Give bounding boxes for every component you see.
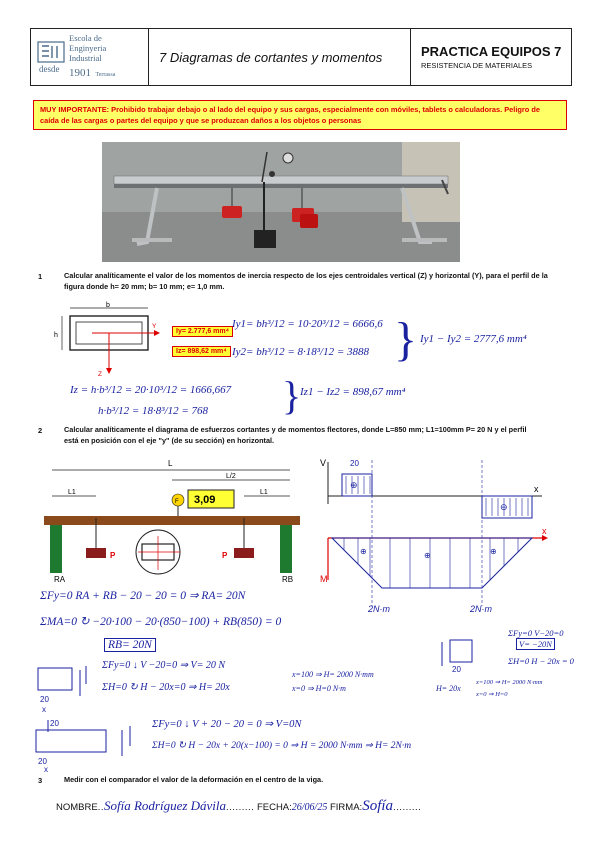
reaction-a-label: RA [54,575,66,584]
moment-axis-label: M [320,574,328,584]
practica-subtitle: RESISTENCIA DE MATERIALES [421,61,533,70]
beam-L2-label: L/2 [226,473,236,480]
school-logo [31,29,149,85]
school-emblem-icon [37,40,65,74]
question-3-text: Medir con el comparador el valor de la deformación en el centro de la viga. [64,775,324,784]
fbd3-20-base: 20 [38,757,47,766]
practica-block [411,29,571,85]
shear-plus-sign: ⊕ [350,480,358,490]
sign-label: FIRMA: [329,802,363,813]
sec1-x100: x=100 ⇒ H= 2000 N·mm [292,670,374,679]
fbd2-20: 20 [452,665,461,674]
iz-result-box: Iz= 898,62 mm⁴ [172,346,231,357]
logo-line2: Enginyeria [69,43,107,53]
fbd-section-2 [436,634,476,674]
q1-iz-result: Iz1 − Iz2 = 898,67 mm⁴ [300,386,406,398]
sec2-v-result: V= −20N [516,638,555,650]
beam-schematic [40,456,312,586]
load-right-label: P [222,551,228,560]
fbd3-20: 20 [50,719,59,728]
logo-since: desde [39,64,60,74]
q1-iy-result: Iy1 − Iy2 = 2777,6 mm⁴ [420,333,527,345]
moment-plus-center: ⊕ [424,551,431,560]
fbd3-x: x [44,765,48,772]
logo-place: Terrassa [95,72,116,78]
q1-iy2-calc: Iy2= bh³/12 = 8·18³/12 = 3888 [232,346,370,358]
sec2-h: H= 20x [436,684,461,693]
fbd-section-3 [34,716,144,772]
document-header [30,28,572,86]
logo-year: 1901 [69,67,91,79]
signature: Sofía [362,798,394,814]
fbd1-20: 20 [40,695,49,704]
warning-text: : Prohibido trabajar debajo o al lado del equipo y sus cargas, especialmente con móviles, tablets o calculadoras. Peligro de caída de las cargas o partes del equipo y que se produzcan daños a los objetos o personas [40,105,540,125]
profile-b-label: b [106,302,110,309]
question-1-number: 1 [38,272,43,281]
document-title: 7 Diagramas de cortantes y momentos [149,29,411,85]
sec1-forces: ΣFy=0 ↓ V −20=0 ⇒ V= 20 N [102,660,226,671]
practica-title: PRACTICA EQUIPOS 7 [421,44,562,59]
beam-L1-left-label: L1 [68,489,76,496]
moment-value-left: 2N·m [368,604,390,614]
load-left-label: P [110,551,116,560]
moment-value-right: 2N·m [470,604,492,614]
sec1-moments: ΣH=0 ↻ H − 20x=0 ⇒ H= 20x [102,682,230,693]
profile-y-axis: Y [152,323,157,330]
equipment-photo [102,142,460,262]
fbd1-x: x [42,705,46,712]
logo-line3: Industrial [69,53,102,63]
footer-signature-line: NOMBRE..Sofía Rodríguez Dávila......... FECHA:26/06/25 FIRMA:Sofía......... [56,798,422,814]
sec1-x0: x=0 ⇒ H=0 N·m [292,684,346,693]
shear-axis-label: V [320,458,327,468]
q1-iy1-calc: Iy1= bh³/12 = 10·20³/12 = 6666,6 [232,318,383,330]
question-1-text: Calcular analíticamente el valor de los momentos de inercia respecto de los ejes centroidales vertical (Z) y horizontal (Y), para el perfil de la figura donde h= 20 mm; b= 10 mm; e= 1,0 mm. [64,271,548,291]
gauge-label: F [175,499,179,505]
sec2-forces: ΣFy=0 V−20=0 [508,628,564,638]
shear-minus-sign: ⊖ [500,502,508,512]
q1-iz2-calc: h·b³/12 = 18·8³/12 = 768 [98,405,209,417]
question-2-number: 2 [38,426,43,435]
moment-plus-left: ⊕ [360,547,367,556]
safety-warning [33,100,567,130]
sec2-x0: x=0 ⇒ H=0 [476,691,508,698]
brace-2: } [282,373,302,418]
shear-value-20: 20 [350,459,359,468]
date-label: FECHA: [256,802,292,813]
date-value: 26/06/25 [291,802,328,813]
sec2-x100: x=100 ⇒ H= 2000 N·mm [476,679,543,686]
logo-line1: Escola de [69,33,102,43]
name-label: NOMBRE [56,802,98,813]
gauge-reading: 3,09 [194,494,216,506]
brace-1: } [394,313,418,366]
moment-x-label: x [542,526,547,536]
shear-moment-diagram [320,456,560,616]
profile-z-axis: Z [98,371,102,378]
shear-x-label: x [534,484,539,494]
sec2-moments: ΣH=0 H − 20x = 0 [508,656,574,666]
sec3-forces: ΣFy=0 ↓ V + 20 − 20 = 0 ⇒ V=0N [152,719,302,730]
iy-result-box: Iy= 2.777,6 mm⁴ [172,326,233,337]
q1-iz1-calc: Iz = h·b³/12 = 20·10³/12 = 1666,667 [70,384,232,396]
name-value: Sofía Rodríguez Dávila [103,798,227,813]
reaction-b-label: RB [282,575,294,584]
profile-section-drawing [52,300,162,380]
question-2-text: Calcular analíticamente el diagrama de esfuerzos cortantes y de momentos flectores, donde L=850 mm; L1=100mm P= 20 N y el perfil está en posición con el eje "y" (de su sección) en horizontal. [64,425,527,445]
warning-lead: MUY IMPORTANTE [40,105,107,114]
profile-h-label: h [54,332,58,339]
eq-rb-result: RB= 20N [104,638,156,652]
question-3-number: 3 [38,776,43,785]
eq-sum-forces: ΣFy=0 RA + RB − 20 − 20 = 0 ⇒ RA= 20N [40,590,246,602]
eq-sum-moments: ΣMA=0 ↻ −20·100 − 20·(850−100) + RB(850) = 0 [40,616,282,628]
beam-L1-right-label: L1 [260,489,268,496]
sec3-moments: ΣH=0 ↻ H − 20x + 20(x−100) = 0 ⇒ H = 2000 N·mm ⇒ H= 2N·m [152,741,412,751]
beam-L-label: L [168,459,173,468]
fbd-section-1 [36,658,96,712]
moment-plus-right: ⊕ [490,547,497,556]
